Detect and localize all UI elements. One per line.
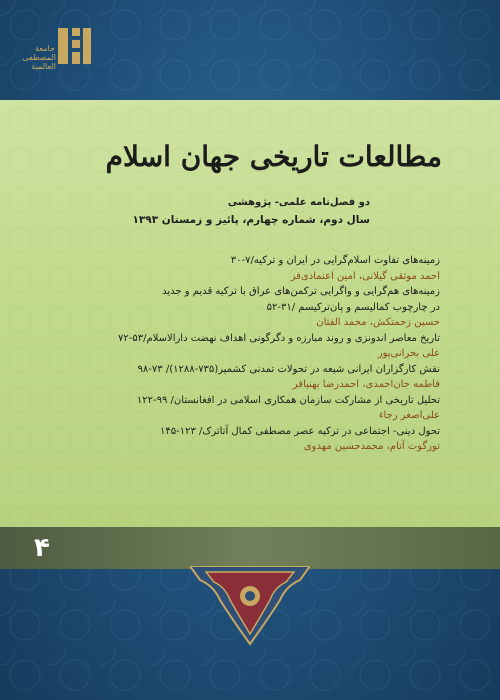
article-authors: علی‌اصغر رجاء — [378, 410, 440, 421]
article-title: تحلیل تاریخی از مشارکت سازمان همکاری اسلامی در افغانستان/ ۹۹-۱۲۲ — [136, 394, 440, 406]
article-title: زمینه‌های هم‌گرایی و واگرایی ترکمن‌های عراق با ترکیه قدیم و جدید — [162, 286, 440, 297]
journal-subtitle: دو فصل‌نامه علمی- پژوهشی — [227, 197, 370, 208]
article-title: تاریخ معاصر اندونزی و روند مبارزه و دگرگونی اهداف نهضت دارالاسلام/۵۳-۷۲ — [117, 332, 440, 344]
article-title: زمینه‌های تفاوت اسلام‌گرایی در ایران و ترکیه/۷-۳۰ — [230, 255, 440, 266]
article-title-continued: در چارچوب کمالیسم و پان‌ترکیسم /۳۱-۵۲ — [266, 301, 440, 313]
article-authors: علی بحرانی‌پور — [377, 348, 440, 359]
article-title: نقش کارگزاران ایرانی شیعه در تحولات تمدنی کشمیر(۷۳۵-۱۲۸۸)/ ۷۳-۹۸ — [137, 363, 440, 375]
issue-info: سال دوم، شماره چهارم، پائیز و زمستان ۱۳۹۳ — [132, 214, 370, 226]
article-authors: تورگوت آتام، محمدحسین مهدوی — [303, 441, 440, 452]
article-authors: احمد موثقی گیلانی، امین اعتمادی‌فر — [290, 270, 440, 282]
logo-text: جامعة المصطفی العالمية — [22, 44, 56, 71]
journal-title: مطالعات تاریخی جهان اسلام — [105, 140, 442, 173]
article-authors: حسین زحمتکش، محمد الفتان — [316, 317, 440, 328]
issue-number: ۴ — [34, 533, 50, 563]
article-title: تحول دینی- اجتماعی در ترکیه عصر مصطفی کمال آتاترک/ ۱۲۳-۱۴۵ — [159, 425, 440, 437]
table-of-contents — [60, 253, 440, 455]
article-authors: فاطمه جان‌احمدی، احمدرضا بهنیافر — [292, 379, 440, 390]
issue-number-bar — [0, 527, 500, 569]
ornament-icon — [190, 566, 310, 646]
